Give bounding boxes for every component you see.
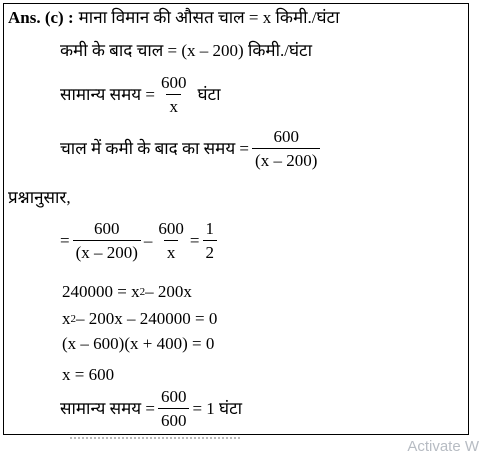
equation-3-right: – 200x – 240000 = 0 — [76, 309, 218, 328]
equation-1 — [60, 220, 220, 261]
answer-line-2 — [60, 42, 312, 59]
fraction-1-over-2 — [203, 220, 218, 261]
cut-off-text-remnant — [70, 437, 240, 442]
equation-6 — [60, 388, 242, 429]
equation-2-right: – 200x — [145, 282, 192, 301]
answer-label: Ans. (c) : — [8, 8, 74, 27]
answer-line-3 — [60, 74, 220, 115]
answer-statement-speed: माना विमान की औसत चाल = x किमी./घंटा — [78, 8, 340, 27]
activate-windows-watermark: Activate W — [407, 438, 479, 455]
equation-3-left: x — [62, 309, 71, 328]
fraction-600-over-x-minus-200 — [73, 220, 141, 261]
fraction-denominator: x — [164, 240, 179, 261]
minus-sign: – — [143, 231, 153, 250]
equals-sign: = — [189, 231, 200, 250]
fraction-numerator: 600 — [160, 387, 187, 406]
normal-time-result: = 1 घंटा — [192, 399, 243, 418]
equation-5 — [62, 366, 114, 383]
fraction-600-over-x — [158, 74, 190, 115]
answer-line-4 — [60, 128, 323, 169]
fraction-denominator: (x – 200) — [73, 240, 141, 261]
solution-heading-line — [8, 189, 71, 206]
reduced-speed-statement: कमी के बाद चाल = (x – 200) किमी./घंटा — [60, 41, 312, 60]
fraction-numerator: 600 — [94, 219, 120, 238]
fraction-denominator: (x – 200) — [252, 148, 320, 169]
fraction-numerator: 600 — [158, 219, 184, 238]
fraction-denominator: x — [166, 94, 181, 115]
normal-time-unit: घंटा — [197, 85, 221, 104]
fraction-numerator: 1 — [205, 219, 215, 238]
fraction-600-over-x-minus-200 — [252, 128, 320, 169]
fraction-600-over-x — [155, 220, 187, 261]
according-to-question-heading: प्रश्नानुसार, — [8, 188, 71, 207]
factored-equation: (x – 600)(x + 400) = 0 — [62, 334, 215, 353]
equals-sign: = — [60, 231, 70, 250]
fraction-600-over-600 — [158, 388, 190, 429]
normal-time-prefix: सामान्य समय = — [60, 399, 155, 418]
fraction-numerator: 600 — [273, 127, 299, 146]
equation-2: 240000 = x 2 – 200x — [62, 282, 192, 301]
reduced-time-prefix: चाल में कमी के बाद का समय = — [60, 139, 250, 158]
fraction-numerator: 600 — [160, 73, 187, 92]
equation-2-left: 240000 = x — [62, 282, 140, 301]
equation-3: x 2 – 200x – 240000 = 0 — [62, 309, 218, 328]
fraction-denominator: 600 — [158, 408, 190, 429]
equation-4 — [62, 335, 214, 352]
solution-value: x = 600 — [62, 365, 115, 384]
answer-line-1 — [8, 9, 340, 26]
normal-time-prefix: सामान्य समय = — [60, 85, 155, 104]
fraction-denominator: 2 — [203, 240, 218, 261]
